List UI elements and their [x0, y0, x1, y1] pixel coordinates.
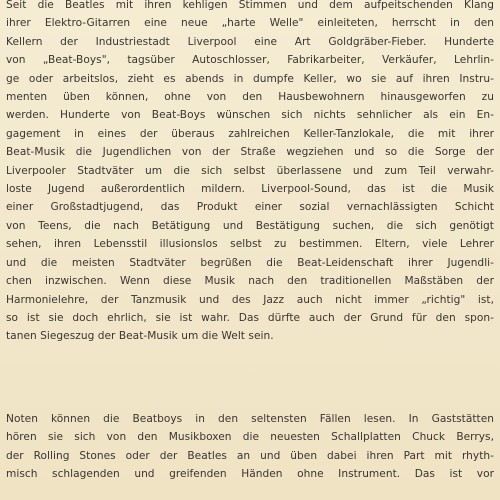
- text-line: chen inzwischen. Wenn diese Musik nach den traditionellen Maßstäben der: [6, 275, 494, 288]
- text-line: Kellern der Industriestadt Liverpool eine Art Goldgräber-Fieber. Hunderte: [6, 35, 494, 48]
- paragraph-2: [6, 410, 494, 484]
- text-line: von Teens, die nach Betätigung und Bestätigung suchen, die sich genötigt: [6, 219, 494, 232]
- text-line: gagement in eines der überaus zahlreichen Keller-Tanzlokale, die mit ihrer: [6, 127, 494, 140]
- text-line: misch schlagenden und greifenden Händen ohne Instrument. Das ist vor: [6, 468, 494, 481]
- text-line: Beat-Musik die Jugendlichen von der Straße wegziehen und so die Sorge der: [6, 146, 494, 159]
- text-line: hören sie sich von den Musikboxen die neuesten Schallplatten Chuck Berrys,: [6, 431, 494, 444]
- text-line: und die meisten Stadtväter begrüßen die Beat-Leidenschaft ihrer Jugendli-: [6, 256, 494, 269]
- text-line: menten üben können, ohne von den Hausbewohnern hinausgeworfen zu: [6, 91, 494, 104]
- text-line: loste Jugend außerordentlich mildern. Liverpool-Sound, das ist die Musik: [6, 183, 494, 196]
- paragraph-1: [6, 0, 494, 346]
- text-line: einer Großstadtjugend, das Produkt einer sozial vernachlässigten Schicht: [6, 201, 494, 214]
- text-line: werden. Hunderte von Beat-Boys wünschen sich nichts sehnlicher als ein En-: [6, 109, 494, 122]
- text-line: sehen, ihren Lebensstil illusionslos selbst zu bestimmen. Eltern, viele Lehrer: [6, 238, 494, 251]
- text-line: von „Beat-Boys", tagsüber Autoschlosser, Fabrikarbeiter, Verkäufer, Lehrlin-: [6, 54, 494, 67]
- text-line: ihrer Elektro-Gitarren eine neue „harte Welle" einleiteten, herrscht in den: [6, 17, 494, 30]
- text-line: der Rolling Stones oder der Beatles an und üben dabei ihren Part mit rhyth-: [6, 449, 494, 462]
- text-line: Harmonielehre, der Tanzmusik und des Jazz auch nicht immer „richtig" ist,: [6, 293, 494, 306]
- text-line: Seit die Beatles mit ihren kehligen Stimmen und dem aufpeitschenden Klang: [6, 0, 494, 11]
- text-line: ge oder arbeitslos, zieht es abends in dumpfe Keller, wo sie auf ihren Instru-: [6, 72, 494, 85]
- text-line: tanen Siegeszug der Beat-Musik um die Welt sein.: [6, 330, 274, 343]
- text-line: Noten können die Beatboys in den seltensten Fällen lesen. In Gaststätten: [6, 413, 494, 425]
- text-line: so ist sie doch ehrlich, sie ist wahr. Das dürfte auch der Grund für den spon-: [6, 311, 494, 324]
- text-line: Liverpooler Stadtväter um die sich selbst überlassene und zum Teil verwahr-: [6, 164, 494, 177]
